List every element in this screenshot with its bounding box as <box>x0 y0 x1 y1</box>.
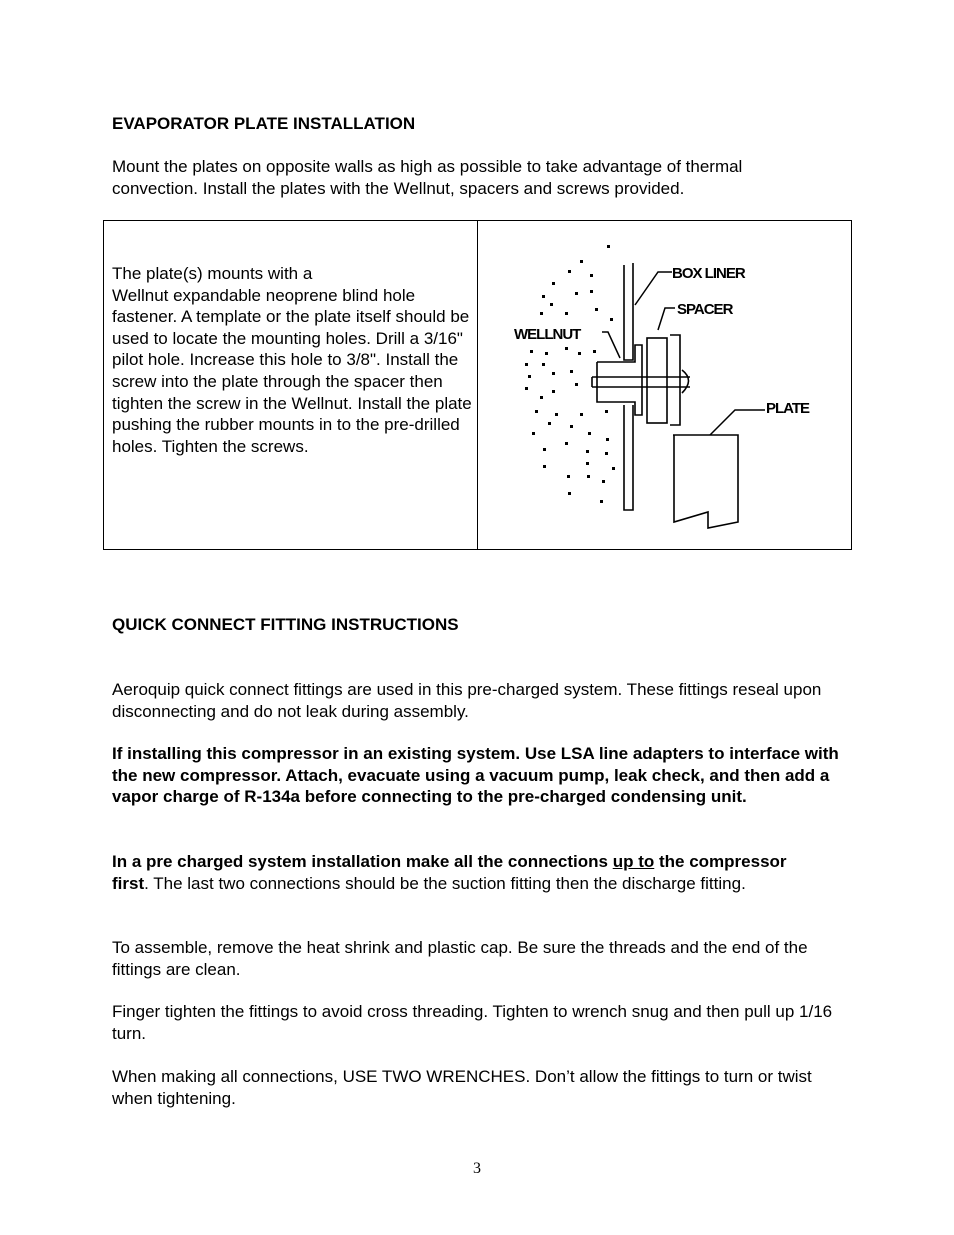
precharged-rest: . The last two connections should be the suction fitting then the discharge fitting. <box>144 873 746 893</box>
wall-insulation-dots <box>525 245 615 503</box>
page-number: 3 <box>473 1160 481 1177</box>
instruction-text <box>112 263 472 457</box>
paragraph-existing-system: If installing this compressor in an existing system. Use LSA line adapters to interface with the new compressor. Attach, evacuate using a vacuum pump, leak check, and then add a vapor charge of R-134a before connecting to the pre-charged condensing unit. <box>112 744 839 807</box>
spacer-shape <box>645 335 690 425</box>
label-plate: PLATE <box>766 400 810 417</box>
section-heading-evaporator: EVAPORATOR PLATE INSTALLATION <box>112 114 416 133</box>
paragraph-two-wrenches: When making all connections, USE TWO WRENCHES. Don’t allow the fittings to turn or twist when tightening. <box>112 1067 812 1108</box>
paragraph-finger-tighten: Finger tighten the fittings to avoid cross threading. Tighten to wrench snug and then pull up 1/16 turn. <box>112 1002 833 1043</box>
label-wellnut: WELLNUT <box>514 326 581 343</box>
leader-lines <box>602 272 765 435</box>
precharged-underline: up to <box>612 852 655 871</box>
section-heading-quick-connect: QUICK CONNECT FITTING INSTRUCTIONS <box>112 615 459 634</box>
paragraph-assemble: To assemble, remove the heat shrink and plastic cap. Be sure the threads and the end of the fittings are clean. <box>112 938 808 979</box>
paragraph-aeroquip: Aeroquip quick connect fittings are used in this pre-charged system. These fittings reseal upon disconnecting and do not leak during assembly. <box>112 680 822 721</box>
evaporator-intro: Mount the plates on opposite walls as high as possible to take advantage of thermal convection. Install the plates with the Wellnut, spacers and screws provided. <box>112 157 743 198</box>
label-box-liner: BOX LINER <box>672 265 745 282</box>
paragraph-precharged <box>112 851 817 894</box>
precharged-bold-a: In a pre charged system installation make all the connections <box>112 852 613 871</box>
instruction-line-1: The plate(s) mounts with a <box>112 264 313 283</box>
label-spacer: SPACER <box>677 301 733 318</box>
instruction-cell <box>104 221 478 549</box>
plate-shape <box>673 435 738 528</box>
instruction-body: Wellnut expandable neoprene blind hole fastener. A template or the plate itself should be used to locate the mounting holes. Drill a 3/16" pilot hole. Increase this hole to 3/8". Install the screw into the plate through the spacer then tighten the screw in the Wellnut. Install the plate pushing the rubber mounts in to the pre-drilled holes. Tighten the screws. <box>112 285 472 456</box>
wellnut-mounting-diagram <box>490 230 840 540</box>
precharged-bold-b: the compressor first <box>112 852 787 893</box>
